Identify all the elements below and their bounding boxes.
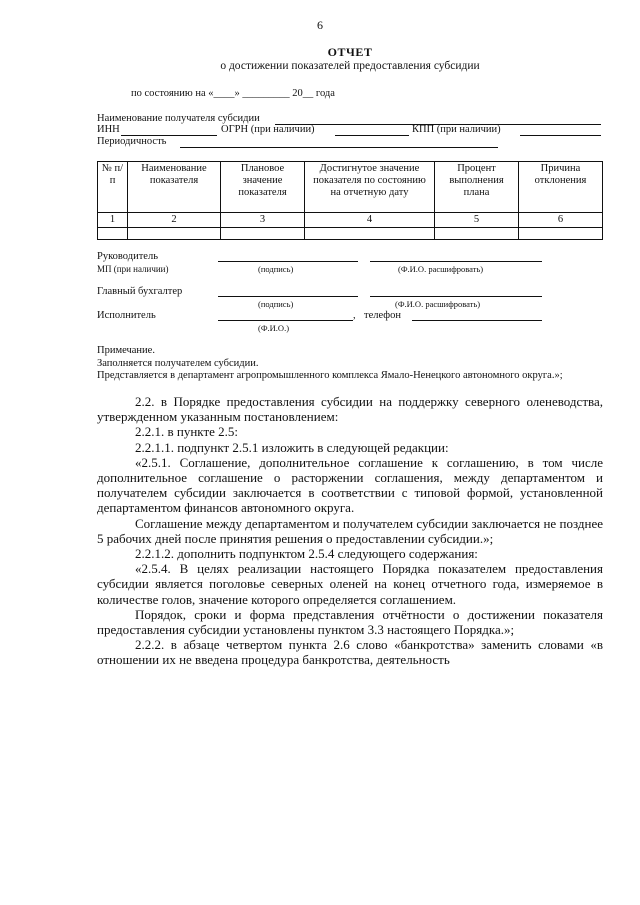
paragraph: Соглашение между департаментом и получателем субсидии заключается не позднее 5 рабочих дней после принятия решения о предоставлении субсидии.»; bbox=[97, 515, 603, 546]
header-number: № п/п bbox=[98, 162, 128, 213]
head-label: Руководитель bbox=[97, 251, 158, 262]
kpp-line bbox=[520, 135, 601, 136]
report-subtitle: о достижении показателей предоставления субсидии bbox=[220, 60, 480, 72]
body-text bbox=[97, 394, 603, 668]
column-number: 2 bbox=[128, 213, 221, 228]
inn-label: ИНН bbox=[97, 124, 120, 135]
head-signature-caption: (подпись) bbox=[258, 264, 294, 274]
header-achieved-value: Достигнутое значение показателя по состоянию на отчетную дату bbox=[305, 162, 435, 213]
paragraph: «2.5.4. В целях реализации настоящего Порядка показателем предоставления субсидии является поголовье северных оленей на конец отчетного года, измеряемое в количестве голов, значение которого определяется соглашением. bbox=[97, 561, 603, 607]
page-number: 6 bbox=[317, 18, 323, 32]
paragraph: 2.2.2. в абзаце четвертом пункта 2.6 слово «банкротства» заменить словами «в отношении их не введена процедура банкротства, деятельность bbox=[97, 637, 603, 668]
column-number: 5 bbox=[435, 213, 519, 228]
report-title: ОТЧЕТ bbox=[327, 45, 373, 59]
report-as-of-date: по состоянию на «____» _________ 20__ года bbox=[131, 88, 335, 99]
column-number: 4 bbox=[305, 213, 435, 228]
executor-label: Исполнитель bbox=[97, 310, 156, 321]
note-title: Примечание. bbox=[97, 345, 155, 356]
note-block bbox=[97, 345, 603, 383]
indicators-table bbox=[97, 161, 603, 240]
head-name-line bbox=[370, 261, 542, 262]
periodicity-label: Периодичность bbox=[97, 136, 167, 147]
head-signature-line bbox=[218, 261, 358, 262]
header-deviation-reason: Причина отклонения bbox=[519, 162, 603, 213]
note-line-2: Представляется в департамент агропромышленного комплекса Ямало-Ненецкого автономного округа.»; bbox=[97, 370, 563, 381]
phone-label: телефон bbox=[364, 310, 401, 321]
stamp-label: МП (при наличии) bbox=[97, 264, 169, 274]
table-cell bbox=[221, 228, 305, 240]
header-completion-percent: Процент выполнения плана bbox=[435, 162, 519, 213]
kpp-label: КПП (при наличии) bbox=[412, 124, 501, 135]
accountant-name-caption: (Ф.И.О. расшифровать) bbox=[395, 299, 481, 309]
accountant-signature-caption: (подпись) bbox=[258, 299, 294, 309]
table-cell bbox=[305, 228, 435, 240]
accountant-name-line bbox=[370, 296, 542, 297]
head-name-caption: (Ф.И.О. расшифровать) bbox=[398, 264, 484, 274]
paragraph: «2.5.1. Соглашение, дополнительное соглашение к соглашению, в том числе дополнительное соглашение о расторжении соглашения, между департаментом и получателем субсидии заключается в соответствии с типовой формой, установленной департаментом финансов автономного округа. bbox=[97, 454, 603, 516]
chief-accountant-label: Главный бухгалтер bbox=[97, 286, 183, 297]
header-planned-value: Плановое значение показателя bbox=[221, 162, 305, 213]
paragraph: 2.2.1. в пункте 2.5: bbox=[135, 424, 239, 440]
recipient-label: Наименование получателя субсидии bbox=[97, 113, 260, 124]
table-cell bbox=[435, 228, 519, 240]
paragraph: 2.2.1.2. дополнить подпунктом 2.5.4 следующего содержания: bbox=[135, 546, 478, 562]
comma: , bbox=[353, 310, 356, 321]
paragraph: 2.2. в Порядке предоставления субсидии на поддержку северного оленеводства, утвержденном указанным постановлением: bbox=[97, 394, 603, 425]
ogrn-line bbox=[335, 135, 409, 136]
ogrn-label: ОГРН (при наличии) bbox=[221, 124, 315, 135]
periodicity-line bbox=[180, 147, 498, 148]
table-cell bbox=[519, 228, 603, 240]
column-number: 6 bbox=[519, 213, 603, 228]
column-number: 3 bbox=[221, 213, 305, 228]
accountant-signature-line bbox=[218, 296, 358, 297]
paragraph: 2.2.1.1. подпункт 2.5.1 изложить в следующей редакции: bbox=[135, 439, 449, 455]
table-row bbox=[98, 213, 603, 228]
table-row bbox=[98, 228, 603, 240]
note-line-1: Заполняется получателем субсидии. bbox=[97, 357, 259, 369]
table-cell bbox=[98, 228, 128, 240]
table-header-row bbox=[98, 162, 603, 213]
phone-line bbox=[412, 320, 542, 321]
header-indicator-name: Наименование показателя bbox=[128, 162, 221, 213]
column-number: 1 bbox=[98, 213, 128, 228]
executor-name-line bbox=[218, 320, 353, 321]
executor-name-caption: (Ф.И.О.) bbox=[258, 323, 290, 333]
table-cell bbox=[128, 228, 221, 240]
paragraph: Порядок, сроки и форма представления отчётности о достижении показателя предоставления субсидии установлены пунктом 3.3 настоящего Порядка.»; bbox=[97, 606, 603, 638]
